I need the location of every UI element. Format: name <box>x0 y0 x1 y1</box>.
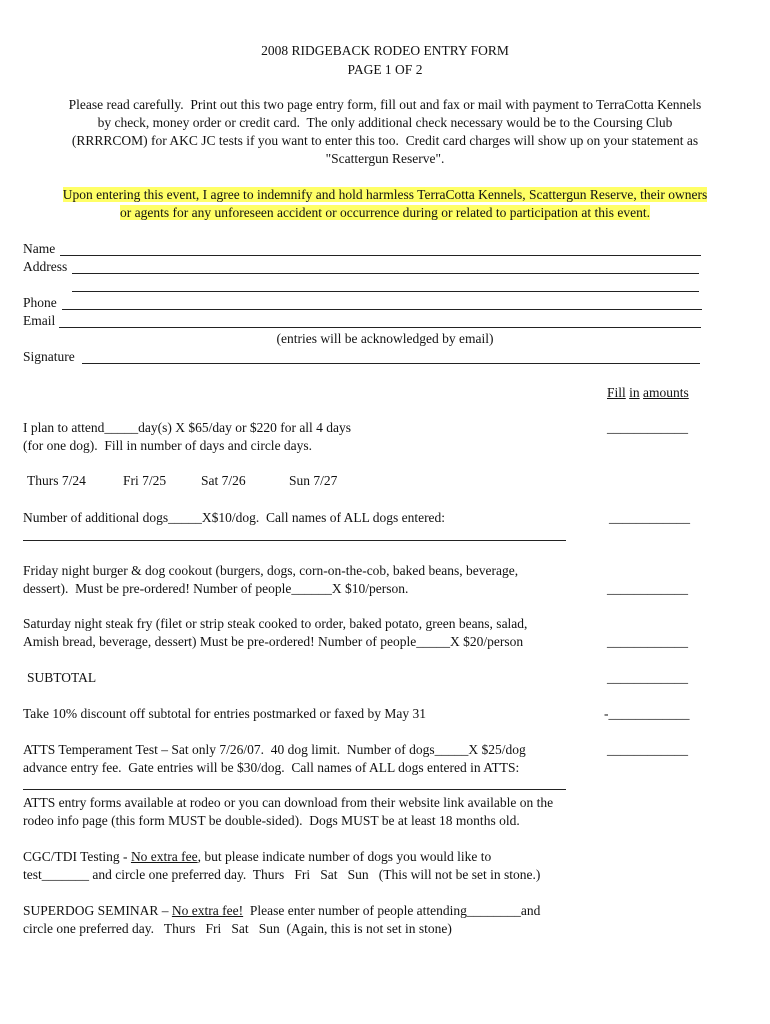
address-field-1[interactable] <box>72 273 699 274</box>
cgc-line-2: test_______ and circle one preferred day. Thurs Fri Sat Sun (This will not be set in stone.) <box>23 867 541 882</box>
discount-amount-blank[interactable]: -____________ <box>604 706 690 721</box>
signature-label: Signature <box>23 349 75 364</box>
atts-amount-blank[interactable]: ____________ <box>607 742 688 757</box>
subtotal-label: SUBTOTAL <box>27 670 97 685</box>
address-field-2[interactable] <box>72 291 699 292</box>
day-sat[interactable]: Sat 7/26 <box>201 473 246 488</box>
cgc-no-extra-fee: No extra fee <box>130 849 198 864</box>
form-title: 2008 RIDGEBACK RODEO ENTRY FORM <box>261 43 509 58</box>
cgc-line-1 <box>23 848 491 866</box>
friday-line-2: dessert). Must be pre-ordered! Number of people______X $10/person. <box>23 581 409 596</box>
waiver-line-1 <box>0 186 770 204</box>
friday-line-1: Friday night burger & dog cookout (burgers, dogs, corn-on-the-cob, baked beans, beverage, <box>23 563 519 578</box>
intro-line-1: Please read carefully. Print out this two page entry form, fill out and fax or mail with payment to TerraCotta Kennels <box>68 97 702 112</box>
day-fri[interactable]: Fri 7/25 <box>123 473 167 488</box>
phone-label: Phone <box>23 295 57 310</box>
attend-line-2: (for one dog). Fill in number of days and circle days. <box>23 438 313 453</box>
intro-line-3: (RRRRCOM) for AKC JC tests if you want to enter this too. Credit card charges will show up on your statement as <box>71 133 699 148</box>
seminar-no-extra-fee: No extra fee! <box>171 903 244 918</box>
saturday-line-1: Saturday night steak fry (filet or strip steak cooked to order, baked potato, green beans, salad, <box>23 616 528 631</box>
name-label: Name <box>23 241 56 256</box>
atts-line-1: ATTS Temperament Test – Sat only 7/26/07. 40 dog limit. Number of dogs_____X $25/dog <box>23 742 526 757</box>
name-field[interactable] <box>60 255 701 256</box>
atts-line-3: ATTS entry forms available at rodeo or you can download from their website link available on the <box>23 795 554 810</box>
seminar-prefix: SUPERDOG SEMINAR – <box>23 903 172 918</box>
day-sun[interactable]: Sun 7/27 <box>289 473 338 488</box>
page-number: PAGE 1 OF 2 <box>347 62 423 77</box>
waiver-text-1: Upon entering this event, I agree to indemnify and hold harmless TerraCotta Kennels, Scattergun Reserve, their owners <box>62 187 708 202</box>
attend-amount-blank[interactable]: ____________ <box>607 420 688 435</box>
seminar-suffix: Please enter number of people attending________and <box>243 903 541 918</box>
saturday-line-2: Amish bread, beverage, dessert) Must be pre-ordered! Number of people_____X $20/person <box>23 634 524 649</box>
day-thurs[interactable]: Thurs 7/24 <box>27 473 86 488</box>
atts-line-4: rodeo info page (this form MUST be double-sided). Dogs MUST be at least 18 months old. <box>23 813 520 828</box>
cgc-prefix: CGC/TDI Testing - <box>23 849 131 864</box>
atts-dog-names-field[interactable] <box>23 789 566 790</box>
email-field[interactable] <box>59 327 701 328</box>
cgc-suffix: , but please indicate number of dogs you would like to <box>197 849 492 864</box>
waiver-text-2: or agents for any unforeseen accident or occurrence during or related to participation at this event. <box>119 205 651 220</box>
address-label: Address <box>23 259 68 274</box>
fill-in-amounts-header <box>607 384 689 402</box>
seminar-line-2: circle one preferred day. Thurs Fri Sat Sun (Again, this is not set in stone) <box>23 921 452 936</box>
attend-line-1: I plan to attend_____day(s) X $65/day or $220 for all 4 days <box>23 420 352 435</box>
intro-line-4: "Scattergun Reserve". <box>325 151 445 166</box>
atts-line-2: advance entry fee. Gate entries will be $30/dog. Call names of ALL dogs entered in ATTS: <box>23 760 520 775</box>
saturday-amount-blank[interactable]: ____________ <box>607 634 688 649</box>
email-note: (entries will be acknowledged by email) <box>276 331 494 346</box>
additional-dogs-line: Number of additional dogs_____X$10/dog. Call names of ALL dogs entered: <box>23 510 446 525</box>
friday-amount-blank[interactable]: ____________ <box>607 581 688 596</box>
subtotal-amount-blank[interactable]: ____________ <box>607 670 688 685</box>
in-word: in <box>629 385 640 400</box>
discount-line: Take 10% discount off subtotal for entries postmarked or faxed by May 31 <box>23 706 426 721</box>
intro-line-2: by check, money order or credit card. The only additional check necessary would be to the Coursing Club <box>97 115 673 130</box>
waiver-line-2 <box>0 204 770 222</box>
seminar-line-1 <box>23 902 540 920</box>
signature-field[interactable] <box>82 363 700 364</box>
email-label: Email <box>23 313 56 328</box>
fill-word: Fill <box>607 385 626 400</box>
amounts-word: amounts <box>643 385 689 400</box>
additional-dogs-amount-blank[interactable]: ____________ <box>609 510 690 525</box>
phone-field[interactable] <box>62 309 702 310</box>
dog-names-field[interactable] <box>23 540 566 541</box>
